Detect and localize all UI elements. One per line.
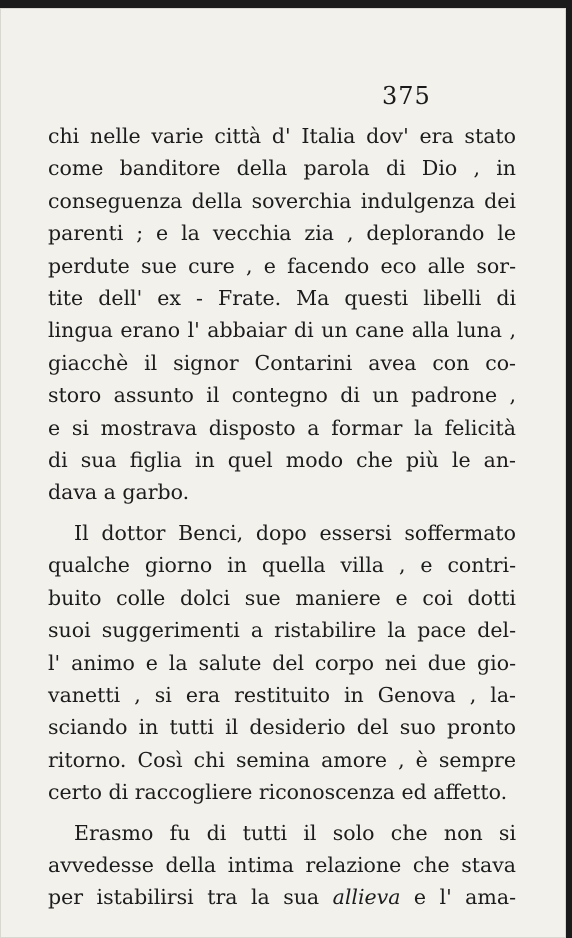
paragraph-gap: [48, 509, 516, 517]
text-line: parenti ; e la vecchia zia , deplorando le: [48, 221, 516, 246]
text-line: perdute sue cure , e facendo eco alle sor-: [48, 253, 516, 278]
text-line: chi nelle varie città d' Italia dov' era stato: [48, 124, 516, 148]
text-line: conseguenza della soverchia indulgenza dei: [48, 188, 516, 213]
text-line: tite dell' ex - Frate. Ma questi libelli di: [48, 286, 516, 311]
text-line: qualche giorno in quella villa , e contri-: [48, 553, 516, 578]
text-line: come banditore della parola di Dio , in: [48, 156, 516, 181]
text-fragment: e l' ama-: [400, 885, 516, 910]
text-line: Erasmo fu di tutti il solo che non si: [74, 820, 516, 845]
italic-word: allieva: [332, 885, 401, 910]
text-line: giacchè il signor Contarini avea con co-: [48, 350, 516, 375]
text-line: di sua figlia in quel modo che più le an-: [48, 448, 516, 473]
text-line: buito colle dolci sue maniere e coi dotti: [48, 585, 516, 610]
text-line: certo di raccogliere riconoscenza ed affetto.: [48, 780, 508, 805]
text-line: l' animo e la salute del corpo nei due gio-: [48, 650, 516, 675]
text-line: sciando in tutti il desiderio del suo pronto: [48, 715, 516, 740]
book-page: [0, 8, 566, 938]
text-line: ritorno. Così chi semina amore , è sempre: [48, 747, 516, 772]
text-line: storo assunto il contegno di un padrone ,: [48, 383, 516, 408]
scan-border-top: [0, 0, 572, 8]
text-fragment: per istabilirsi tra la sua: [48, 885, 333, 910]
scan-border-right: [566, 0, 572, 938]
text-line: avvedesse della intima relazione che stava: [48, 852, 516, 877]
paragraph-3: [48, 817, 516, 914]
paragraph-gap: [48, 809, 516, 817]
text-line: Il dottor Benci, dopo essersi soffermato: [74, 520, 516, 545]
text-line: dava a garbo.: [48, 480, 190, 505]
page-number: 375: [382, 82, 431, 110]
paragraph-1: [48, 120, 516, 509]
paragraph-2: [48, 517, 516, 809]
text-line: lingua erano l' abbaiar di un cane alla luna ,: [48, 318, 516, 343]
text-line: vanetti , si era restituito in Genova , la-: [48, 682, 516, 707]
body-text: [48, 120, 516, 914]
text-line: e si mostrava disposto a formar la felicità: [48, 415, 516, 440]
text-line: suoi suggerimenti a ristabilire la pace del-: [48, 618, 516, 643]
text-line: [48, 881, 516, 913]
